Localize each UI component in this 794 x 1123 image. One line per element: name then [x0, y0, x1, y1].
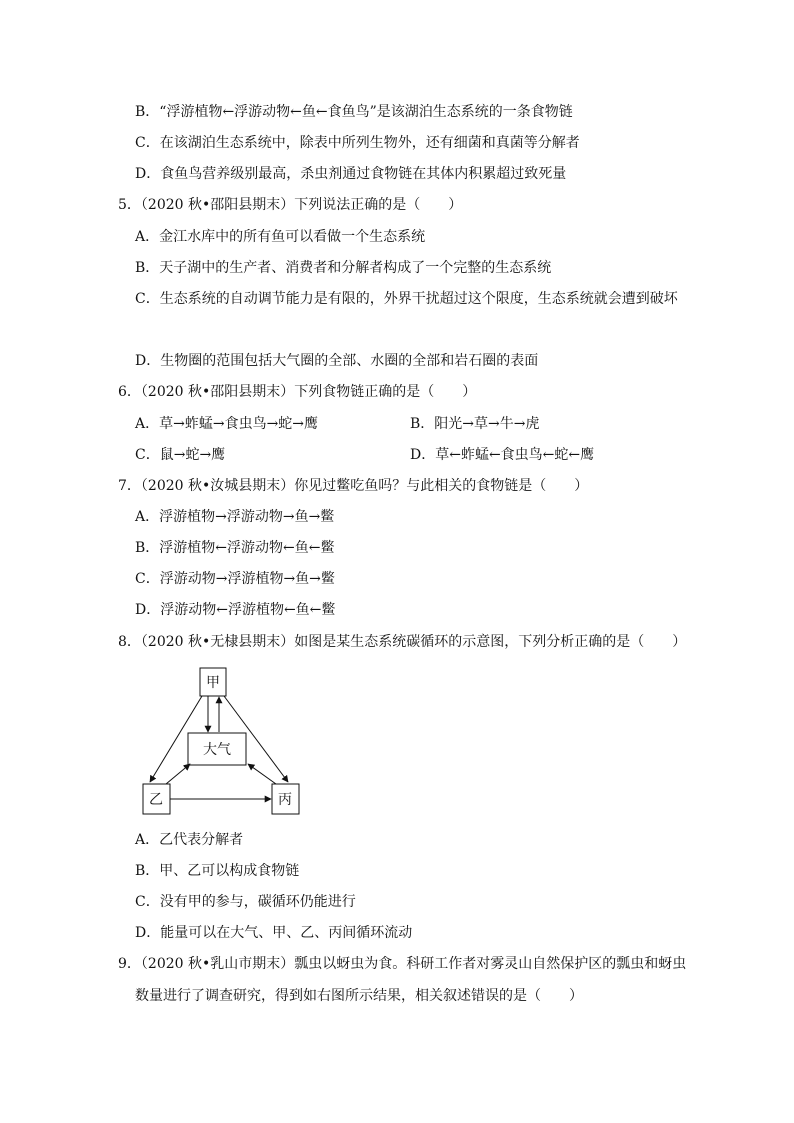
- q7-stem: 7．（2020 秋•汝城县期末）你见过鳖吃鱼吗？与此相关的食物链是（ ）: [118, 478, 589, 494]
- q5-option-a: A．金江水库中的所有鱼可以看做一个生态系统: [135, 229, 426, 245]
- q8-option-c: C．没有甲的参与，碳循环仍能进行: [135, 894, 356, 910]
- arrow-bing-to-atmosphere: [248, 764, 276, 784]
- q8-stem: 8．（2020 秋•无棣县期末）如图是某生态系统碳循环的示意图，下列分析正确的是（ ）: [118, 634, 687, 650]
- q5-stem: 5．（2020 秋•邵阳县期末）下列说法正确的是（ ）: [118, 197, 463, 213]
- q8-option-d: D．能量可以在大气、甲、乙、丙间循环流动: [135, 925, 413, 941]
- q7-option-c: C．浮游动物→浮游植物→鱼→鳖: [135, 571, 335, 587]
- q6-stem: 6．（2020 秋•邵阳县期末）下列食物链正确的是（ ）: [118, 384, 477, 400]
- q7-option-d: D．浮游动物←浮游植物←鱼←鳖: [135, 602, 336, 618]
- q4-option-d: D．食鱼鸟营养级别最高，杀虫剂通过食物链在其体内积累超过致死量: [135, 166, 567, 182]
- q5-option-b: B．天子湖中的生产者、消费者和分解者构成了一个完整的生态系统: [135, 260, 552, 276]
- q7-option-b: B．浮游植物←浮游动物←鱼←鳖: [135, 540, 335, 556]
- label-jia: 甲: [206, 675, 220, 691]
- q6-option-b: B．阳光→草→牛→虎: [410, 416, 540, 432]
- label-yi: 乙: [149, 792, 163, 808]
- q7-option-a: A．浮游植物→浮游动物→鱼→鳖: [135, 509, 335, 525]
- q8-option-a: A．乙代表分解者: [135, 832, 244, 848]
- label-atmosphere: 大气: [203, 742, 231, 758]
- q5-option-d: D．生物圈的范围包括大气圈的全部、水圈的全部和岩石圈的表面: [135, 353, 539, 369]
- q6-option-c: C．鼠→蛇→鹰: [135, 447, 226, 463]
- q9-stem-line1: 9．（2020 秋•乳山市期末）瓢虫以蚜虫为食。科研工作者对雾灵山自然保护区的瓢虫和蚜虫: [118, 956, 687, 972]
- label-bing: 丙: [278, 792, 292, 808]
- q6-option-d: D．草←蚱蜢←食虫鸟←蛇←鹰: [410, 447, 595, 463]
- q6-option-a: A．草→蚱蜢→食虫鸟→蛇→鹰: [135, 416, 319, 432]
- arrow-yi-to-atmosphere: [166, 764, 190, 784]
- carbon-cycle-diagram: [130, 660, 320, 820]
- q8-option-b: B．甲、乙可以构成食物链: [135, 863, 300, 879]
- q4-option-c: C．在该湖泊生态系统中，除表中所列生物外，还有细菌和真菌等分解者: [135, 135, 580, 151]
- q4-option-b: B．“浮游植物←浮游动物←鱼←食鱼鸟”是该湖泊生态系统的一条食物链: [135, 104, 573, 120]
- q9-stem-line2: 数量进行了调查研究，得到如右图所示结果，相关叙述错误的是（ ）: [135, 988, 583, 1004]
- q5-option-c: C．生态系统的自动调节能力是有限的，外界干扰超过这个限度，生态系统就会遭到破坏: [135, 291, 678, 307]
